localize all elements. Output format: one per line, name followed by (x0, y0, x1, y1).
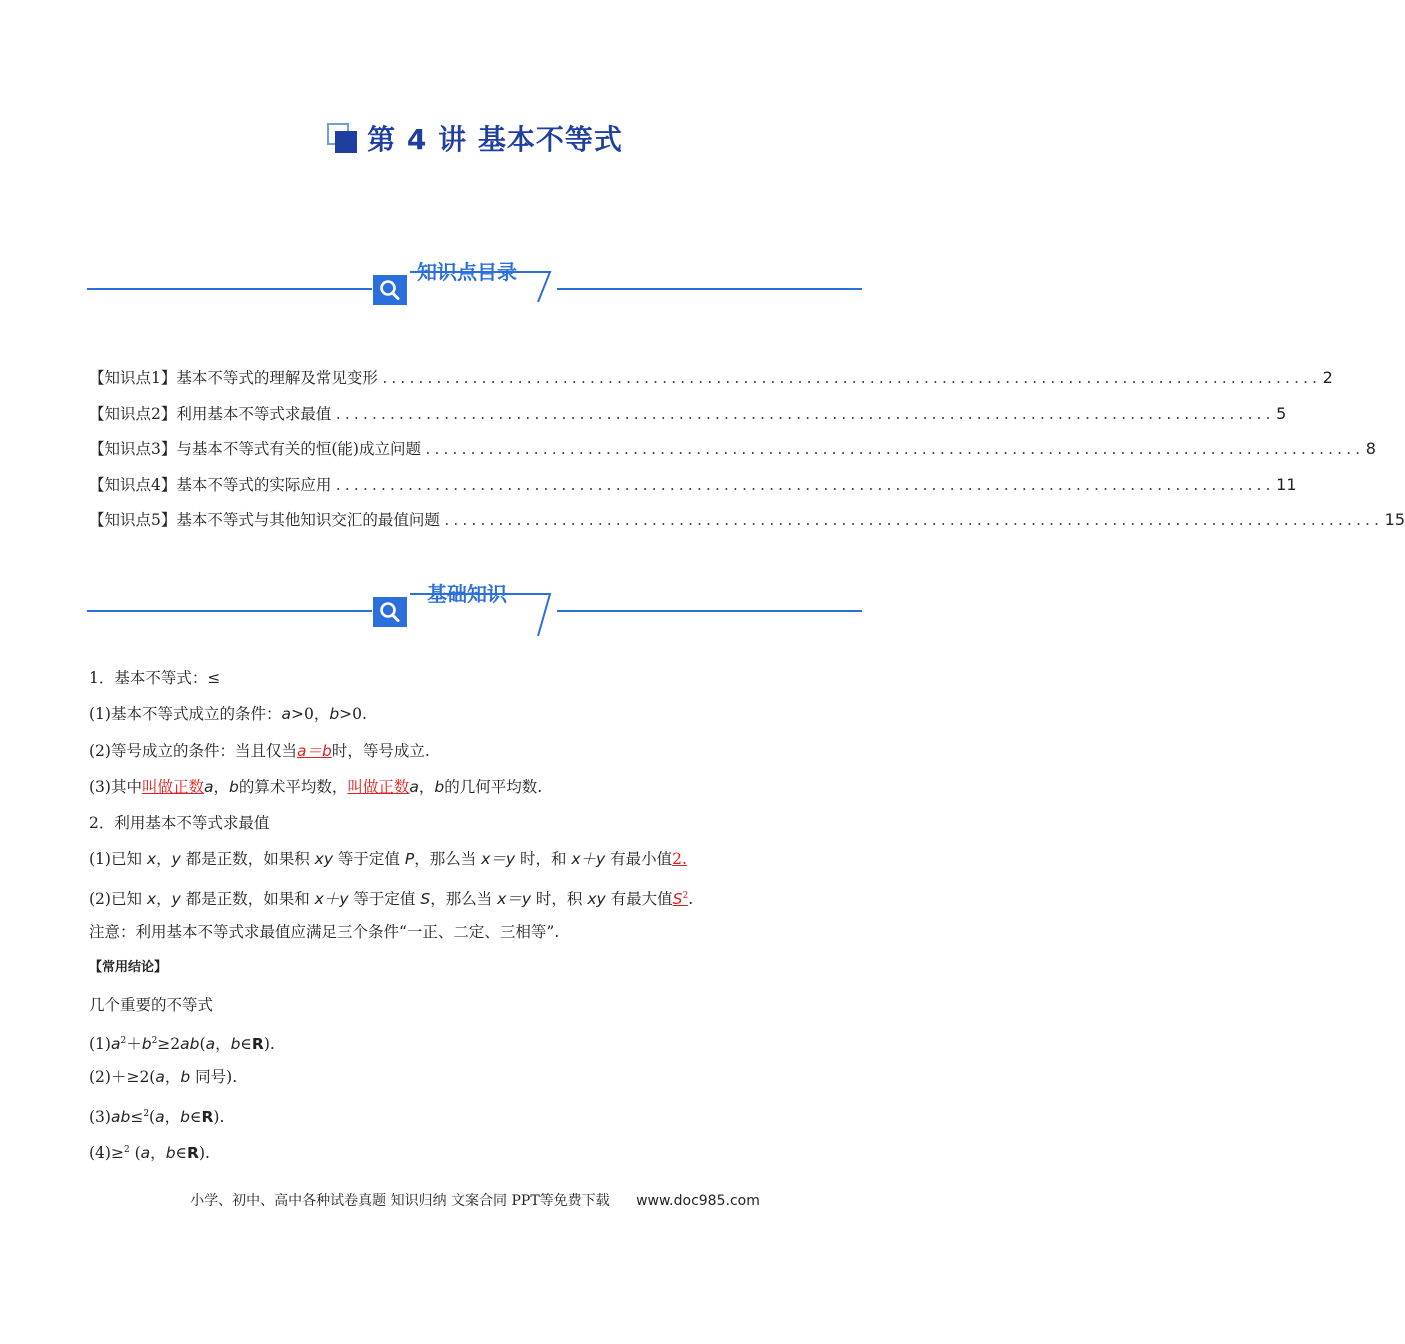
text-line: 1．基本不等式：≤ (89, 669, 221, 687)
basic-section-header (87, 578, 862, 638)
toc-item-label: 【知识点1】基本不等式的理解及常见变形 (89, 369, 378, 387)
text-line: (3)ab≤$^2$(a，b∈R). (89, 1107, 225, 1126)
toc-item-page: 11 (1276, 474, 1297, 494)
toc-item[interactable] (89, 402, 1287, 438)
text-line: (2)＋≥2(a，b 同号). (89, 1068, 238, 1087)
highlight-answer: 2. (672, 850, 687, 869)
section-title-basic: 基础知识 (427, 582, 507, 606)
page-title: 第 4 讲 基本不等式 (367, 123, 623, 156)
highlight-answer: $S^2$ (672, 889, 689, 908)
text-line: (1)基本不等式成立的条件：a>0，b>0. (89, 705, 367, 724)
content-body (89, 666, 864, 1174)
subheading: 【常用结论】 (89, 960, 168, 976)
text-line: (2)等号成立的条件：当且仅当a＝b时，等号成立. (89, 741, 430, 760)
toc-item-label: 【知识点4】基本不等式的实际应用 (89, 475, 332, 494)
toc-item-label: 【知识点3】与基本不等式有关的恒(能)成立问题 (89, 440, 421, 458)
toc-item-page: 2 (1322, 368, 1333, 387)
text-line: (3)其中叫做正数a，b的算术平均数，叫做正数a，b的几何平均数. (89, 777, 543, 796)
text-line: 2．利用基本不等式求最值 (89, 814, 270, 833)
toc-list (89, 366, 1405, 544)
highlight-answer: a＝b (296, 741, 332, 760)
toc-item-page: 5 (1276, 403, 1287, 423)
text-line: (4)≥$^2$ (a，b∈R). (89, 1144, 210, 1163)
toc-section-header (87, 256, 862, 316)
toc-item[interactable] (89, 508, 1405, 544)
toc-leader: ........................................................................................................ (334, 478, 1274, 494)
section-title-toc: 知识点目录 (417, 260, 517, 284)
text-line: (2)已知 x，y 都是正数，如果和 x＋y 等于定值 S，那么当 x＝y 时，积 xy 有最大值$S^2$. (89, 889, 694, 908)
toc-item-label: 【知识点2】利用基本不等式求最值 (89, 404, 332, 423)
toc-item[interactable] (89, 473, 1297, 509)
text-line: 注意：利用基本不等式求最值应满足三个条件“一正、二定、三相等”. (89, 923, 560, 942)
toc-leader: ........................................................................................................ (442, 514, 1382, 529)
highlight-answer: 叫做正数 (347, 777, 410, 796)
footer-link[interactable]: www.doc985.com (636, 1193, 760, 1209)
text-line: 几个重要的不等式 (89, 995, 214, 1014)
toc-leader: ........................................................................................................ (334, 407, 1274, 423)
toc-leader: ........................................................................................................ (380, 372, 1320, 387)
toc-item-page: 8 (1365, 439, 1376, 458)
title-block (0, 118, 950, 158)
text-line: (1)已知 x，y 都是正数，如果积 xy 等于定值 P，那么当 x＝y 时，和 x＋y 有最小值2. (89, 850, 687, 869)
toc-item-label: 【知识点5】基本不等式与其他知识交汇的最值问题 (89, 511, 440, 529)
toc-item[interactable] (89, 366, 1333, 402)
square-icon (327, 123, 357, 153)
page-footer (0, 1190, 950, 1210)
toc-leader: ........................................................................................................ (423, 443, 1363, 458)
text-line: $(1)a^2+b^2\ge 2ab(a$，b∈R). (89, 1035, 275, 1054)
highlight-answer: 叫做正数 (141, 777, 204, 796)
toc-item[interactable] (89, 437, 1376, 473)
footer-text: 小学、初中、高中各种试卷真题 知识归纳 文案合同 PPT等免费下载 (190, 1193, 610, 1209)
toc-item-page: 15 (1384, 510, 1405, 529)
